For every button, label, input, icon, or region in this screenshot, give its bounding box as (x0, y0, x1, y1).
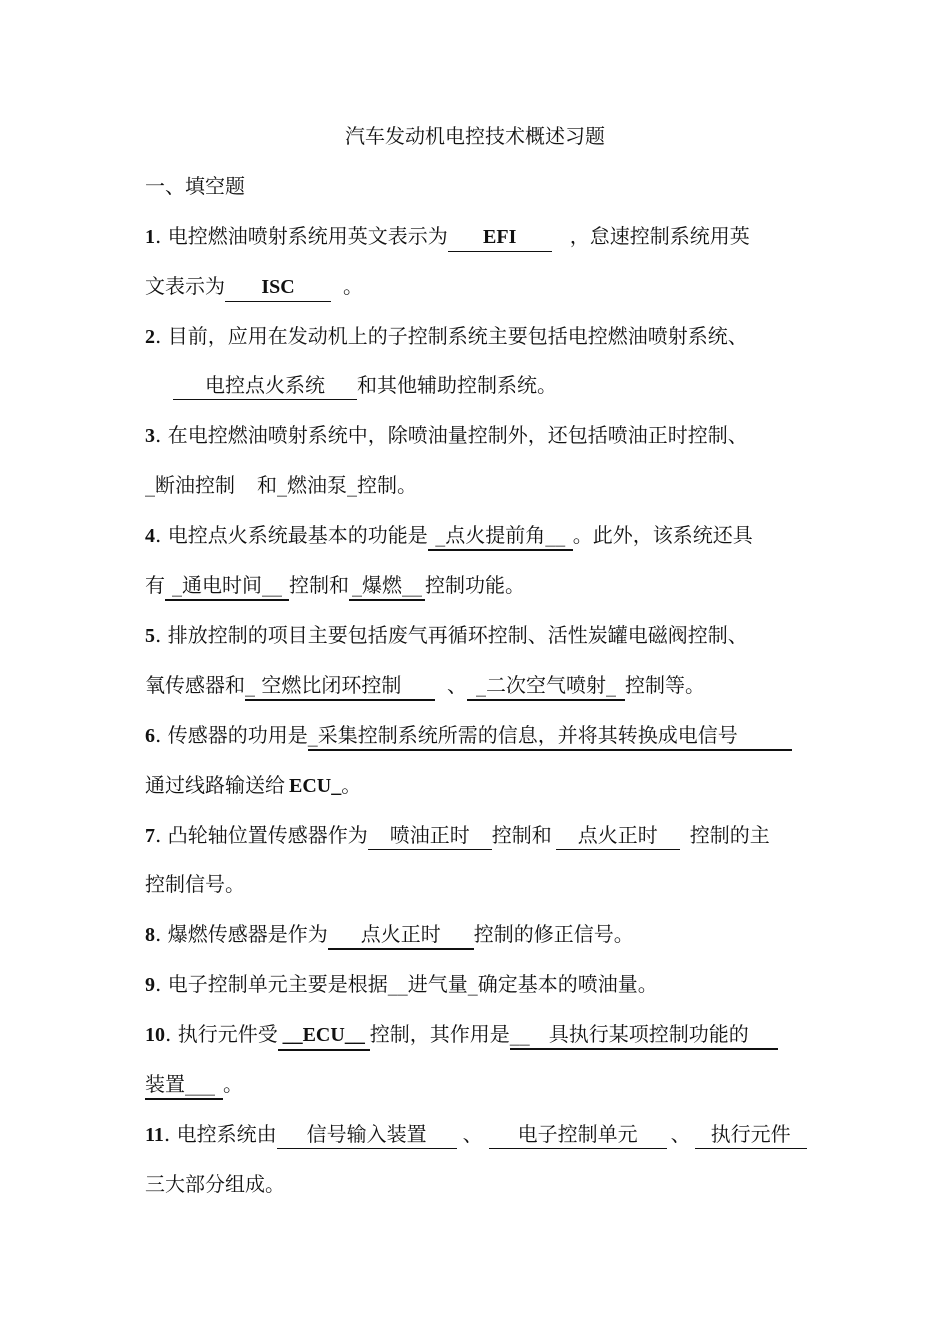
question-number: 4 (145, 525, 155, 547)
question-1-line-2: 文表示为 ISC 。 (145, 271, 807, 302)
question-number: 6 (145, 725, 155, 747)
question-3-line-2: _断油控制 和_燃油泵_控制。 (145, 473, 417, 497)
question-number: 11 (145, 1124, 164, 1146)
question-number: 9 (145, 974, 155, 996)
question-number: 8 (145, 924, 155, 946)
answer-text: ECU_ (289, 775, 342, 797)
answer-blank: _通电时间__ (165, 571, 289, 601)
answer-blank: __ 具执行某项控制功能的 (510, 1020, 778, 1050)
answer-text: _燃油泵_ (277, 473, 357, 497)
question-2-line-2: 电控点火系统 和其他辅助控制系统。 (145, 370, 807, 400)
document-title: 汽车发动机电控技术概述习题 (345, 124, 605, 148)
answer-blank: EFI (448, 223, 552, 252)
question-11-line-1: 11. 电控系统由 信号输入装置 、 电子控制单元 、 执行元件 (145, 1119, 807, 1150)
answer-blank: ISC (225, 273, 331, 302)
question-number: 3 (145, 425, 155, 447)
answer-blank: 执行元件 (695, 1120, 807, 1149)
answer-blank: 点火正时 (328, 920, 474, 950)
question-number: 10 (145, 1024, 165, 1046)
answer-blank: 信号输入装置 (277, 1120, 457, 1149)
question-4-line-1: 4. 电控点火系统最基本的功能是 _点火提前角__ 。此外，该系统还具 (145, 520, 807, 551)
answer-blank: _二次空气喷射_ (467, 671, 625, 701)
question-10-line-1: 10. 执行元件受 __ECU__ 控制，其作用是__ 具执行某项控制功能的 (145, 1019, 807, 1051)
answer-blank: _点火提前角__ (428, 521, 573, 551)
question-1-line-1: 1. 电控燃油喷射系统用英文表示为 EFI ，怠速控制系统用英 (145, 221, 807, 252)
answer-blank: 喷油正时 (368, 821, 492, 850)
answer-blank: _ 空燃比闭环控制 (245, 671, 435, 701)
question-7-line-2: 控制信号。 (145, 872, 245, 896)
question-2-line-1: 2. 目前，应用在发动机上的子控制系统主要包括电控燃油喷射系统、 (145, 324, 748, 348)
question-10-line-2: 装置___ 。 (145, 1069, 807, 1100)
answer-blank: __ECU__ (278, 1021, 370, 1051)
section-heading: 一、填空题 (145, 174, 245, 198)
question-9-line-1: 9. 电子控制单元主要是根据__进气量_确定基本的喷油量。 (145, 972, 658, 996)
answer-blank: 电控点火系统 (173, 371, 357, 400)
question-8-line-1: 8. 爆燃传感器是作为 点火正时 控制的修正信号。 (145, 919, 807, 950)
question-number: 1 (145, 226, 155, 248)
question-11-line-2: 三大部分组成。 (145, 1172, 285, 1196)
question-7-line-1: 7. 凸轮轴位置传感器作为 喷油正时 控制和 点火正时 控制的主 (145, 820, 807, 851)
question-6-line-2: 通过线路输送给 ECU_。 (145, 773, 362, 797)
question-number: 7 (145, 825, 155, 847)
answer-blank: 电子控制单元 (489, 1120, 667, 1149)
question-number: 5 (145, 625, 155, 647)
question-5-line-1: 5. 排放控制的项目主要包括废气再循环控制、活性炭罐电磁阀控制、 (145, 623, 748, 647)
question-3-line-1: 3. 在电控燃油喷射系统中，除喷油量控制外，还包括喷油正时控制、 (145, 423, 748, 447)
answer-blank: 装置___ (145, 1070, 223, 1100)
question-4-line-2: 有 _通电时间__ 控制和 _爆燃__ 控制功能。 (145, 570, 807, 601)
answer-text: _断油控制 (145, 473, 235, 497)
question-number: 2 (145, 326, 155, 348)
answer-blank: _采集控制系统所需的信息，并将其转换成电信号 (308, 721, 792, 751)
question-5-line-2: 氧传感器和_ 空燃比闭环控制 、 _二次空气喷射_ 控制等。 (145, 670, 807, 701)
question-6-line-1: 6. 传感器的功用是_采集控制系统所需的信息，并将其转换成电信号 (145, 720, 807, 751)
answer-blank: _爆燃__ (349, 571, 425, 601)
answer-blank: 点火正时 (556, 821, 680, 850)
